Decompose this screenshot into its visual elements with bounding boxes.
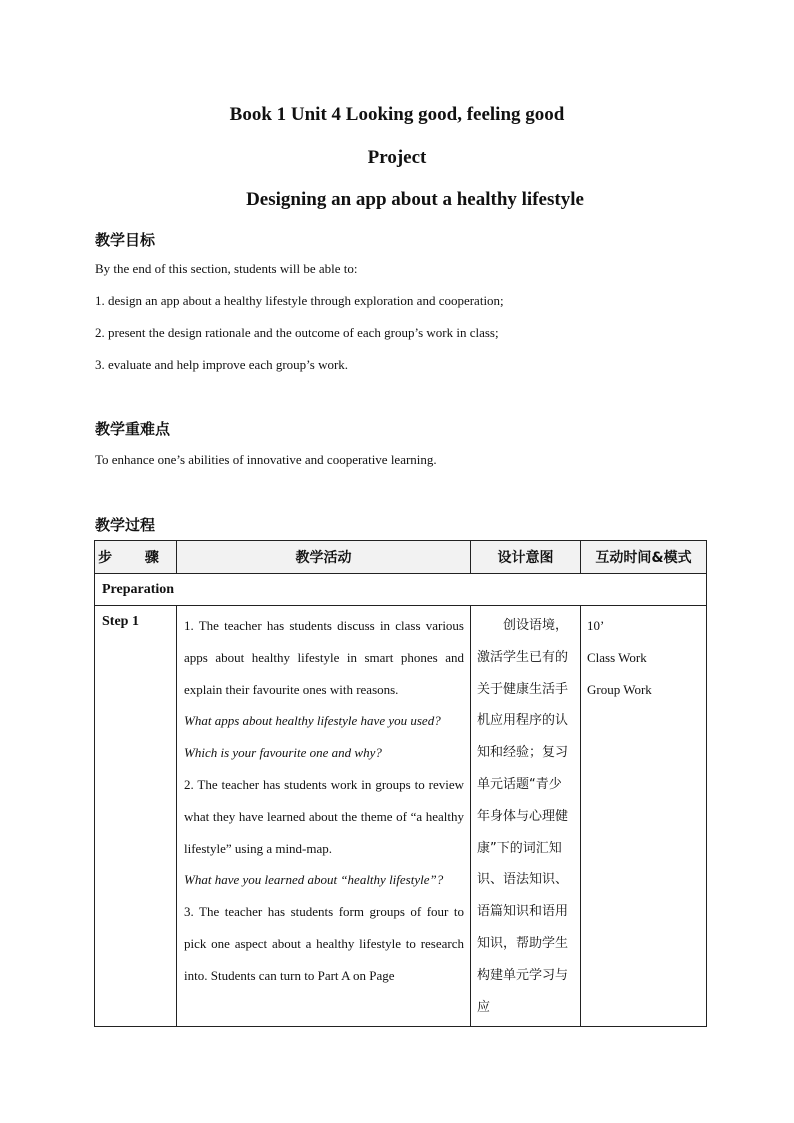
column-header-intent: 设计意图 (471, 541, 581, 574)
activity-question: What apps about healthy lifestyle have you used? (184, 713, 441, 729)
time-mode-cell (581, 606, 707, 1027)
interaction-time: 10’ (587, 618, 605, 633)
key-points-text: To enhance one’s abilities of innovative and cooperative learning. (95, 452, 437, 467)
key-points-heading: 教学重难点 (95, 420, 171, 438)
activity-cell (177, 606, 471, 1027)
objective-item: 2. present the design rationale and the outcome of each group’s work in class; (95, 325, 499, 340)
document-subtitle: Project (367, 147, 427, 168)
objective-item: 3. evaluate and help improve each group’s work. (95, 357, 349, 372)
lesson-topic: Designing an app about a healthy lifestyle (246, 189, 584, 210)
activity-item: 3. The teacher has students form groups of four to pick one aspect about a healthy lifestyle to research into. Students can turn to Part A on Page (184, 904, 464, 983)
column-header-step: 步 骤 (95, 541, 177, 574)
interaction-mode: Class Work (587, 649, 647, 665)
column-header-time-mode: 互动时间&模式 (581, 541, 707, 574)
activity-question: Which is your favourite one and why? (184, 745, 382, 761)
interaction-mode: Group Work (587, 681, 652, 697)
activity-question: What have you learned about “healthy lifestyle”? (184, 872, 444, 888)
table-header-row (95, 541, 707, 574)
section-row (95, 574, 707, 606)
document-title: Book 1 Unit 4 Looking good, feeling good (229, 104, 565, 125)
design-intent: 创设语境，激活学生已有的关于健康生活手机应用程序的认知和经验；复习单元话题“青少年身体与心理健康”下的词汇知识、语法知识、语篇知识和语用知识，帮助学生构建单元学习与应 (471, 606, 581, 1027)
step-label: Step 1 (95, 606, 177, 1027)
table-row (95, 606, 707, 1027)
section-label: Preparation (95, 574, 707, 606)
column-header-activity: 教学活动 (177, 541, 471, 574)
objective-item: 1. design an app about a healthy lifestyle through exploration and cooperation; (95, 293, 504, 308)
activity-item: 1. The teacher has students discuss in class various apps about healthy lifestyle in smart phones and explain their favourite ones with reasons. (184, 618, 464, 697)
objectives-intro: By the end of this section, students will be able to: (95, 261, 358, 276)
process-table (94, 540, 707, 1027)
activity-item: 2. The teacher has students work in groups to review what they have learned about the theme of “a healthy lifestyle” using a mind-map. (184, 776, 464, 856)
process-heading: 教学过程 (95, 516, 156, 534)
objectives-heading: 教学目标 (95, 231, 156, 249)
